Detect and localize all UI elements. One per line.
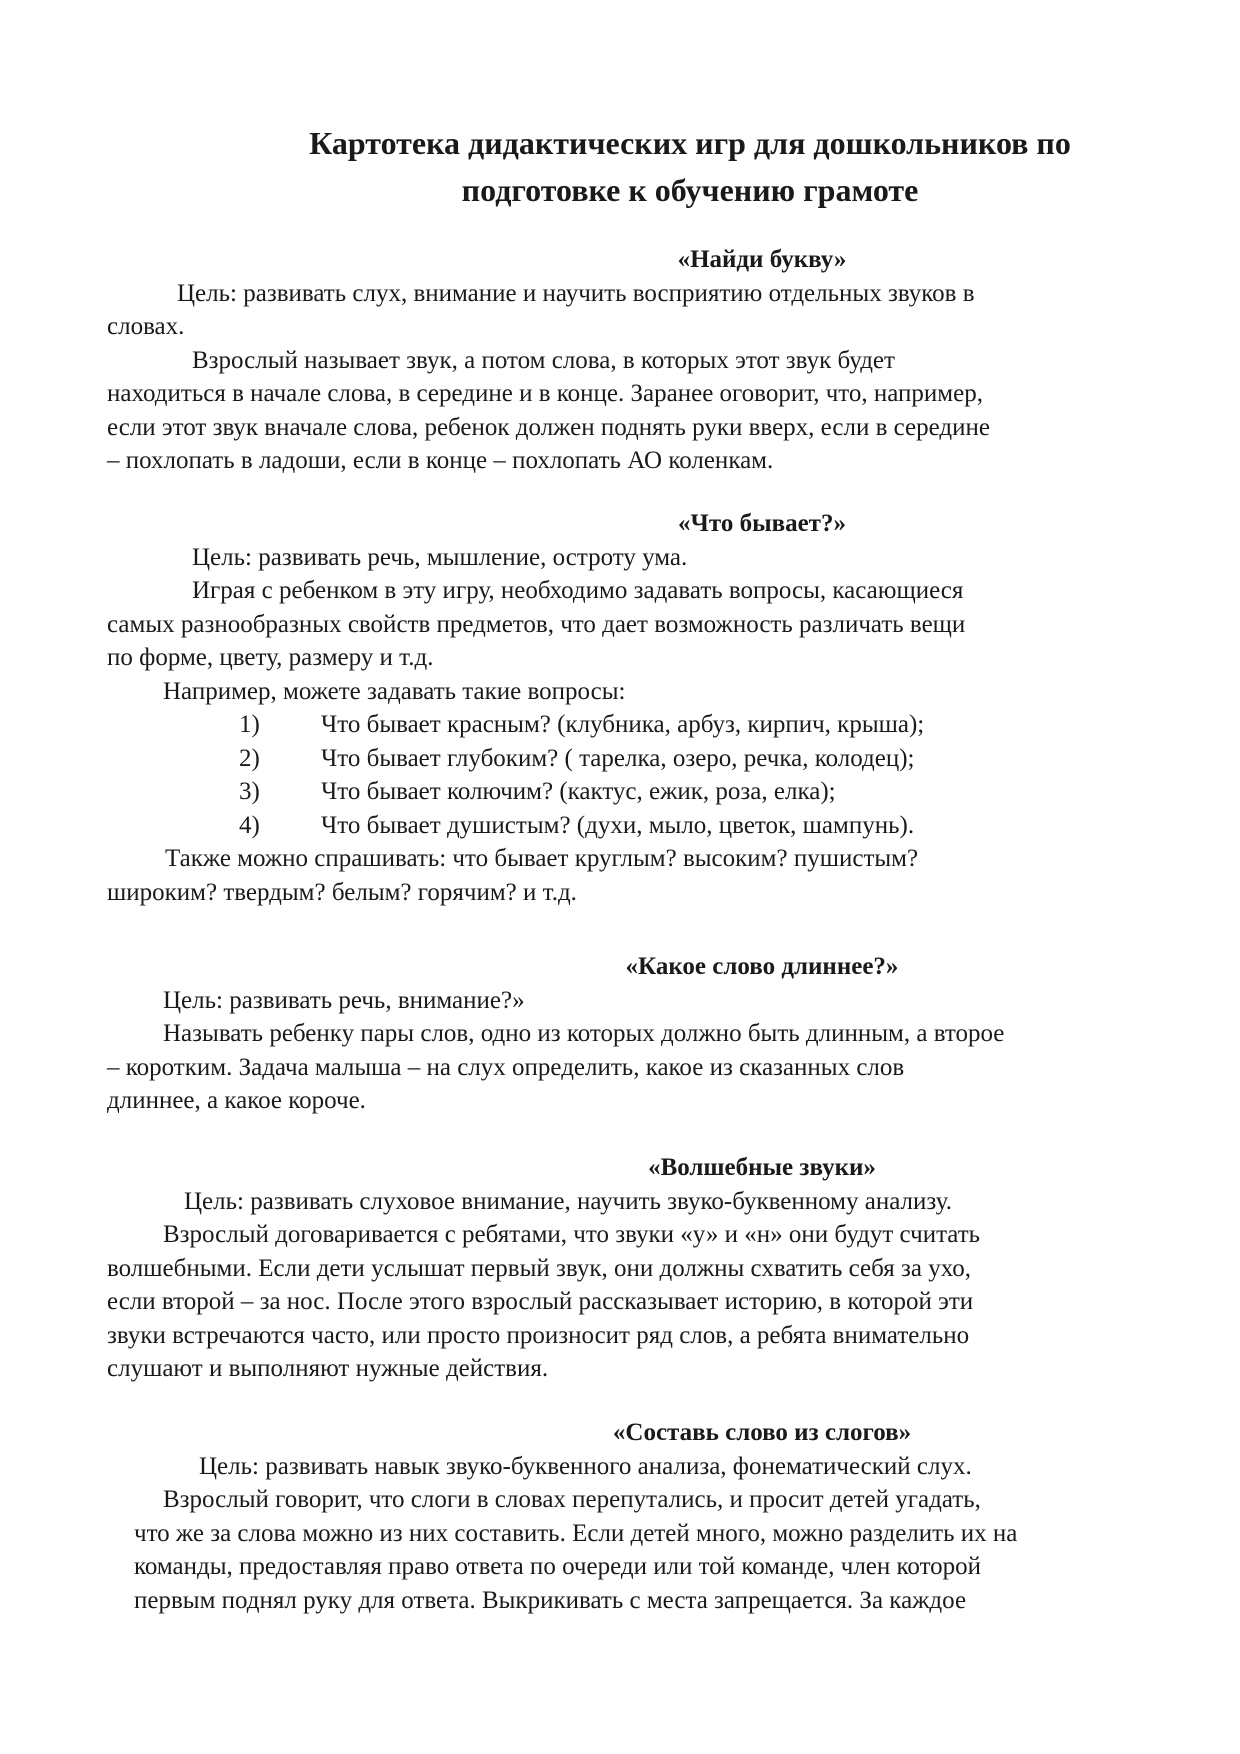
list-text: Что бывает глубоким? ( тарелка, озеро, речка, колодец); (321, 744, 915, 772)
game-heading: «Волшебные звуки» (648, 1154, 876, 1181)
text-line: звуки встречаются часто, или просто произносит ряд слов, а ребята внимательно (107, 1321, 970, 1349)
text-line: длиннее, а какое короче. (107, 1087, 366, 1114)
game-what-happens (107, 507, 1162, 909)
list-item (107, 742, 1162, 776)
list-text: Что бывает колючим? (кактус, ежик, роза, елка); (321, 778, 836, 805)
list-text: Что бывает красным? (клубника, арбуз, кирпич, крыша); (321, 711, 925, 738)
title-line-2: подготовке к обучению грамоте (461, 172, 919, 208)
document-title (0, 120, 1240, 214)
text-line: находиться в начале слова, в середине и в конце. Заранее оговорит, что, например, (107, 380, 983, 407)
game-make-word (107, 1416, 1162, 1617)
game-heading: «Что бывает?» (678, 510, 846, 537)
text-line: волшебными. Если дети услышат первый звук, они должны схватить себя за ухо, (107, 1254, 971, 1282)
text-line: что же за слова можно из них составить. Если детей много, можно разделить их на (134, 1519, 1018, 1547)
goal-line: Цель: развивать речь, внимание?» (163, 986, 525, 1014)
list-text: Что бывает душистым? (духи, мыло, цветок, шампунь). (321, 811, 915, 839)
list-number: 2) (239, 744, 260, 772)
list-item (107, 708, 1162, 742)
question-list (107, 708, 1162, 842)
text-line: Взрослый договаривается с ребятами, что звуки «у» и «н» они будут считать (163, 1221, 981, 1248)
text-line: – коротким. Задача малыша – на слух определить, какое из сказанных слов (107, 1053, 905, 1081)
list-item (107, 775, 1162, 809)
goal-line: Цель: развивать слух, внимание и научить восприятию отдельных звуков в (177, 279, 975, 307)
goal-line: Цель: развивать слуховое внимание, научить звуко-буквенному анализу. (184, 1187, 952, 1215)
goal-line: Цель: развивать речь, мышление, остроту ума. (192, 543, 688, 571)
text-line: Называть ребенку пары слов, одно из которых должно быть длинным, а второе (163, 1020, 1005, 1047)
game-find-letter (107, 243, 1162, 478)
text-line: Например, можете задавать такие вопросы: (163, 677, 626, 705)
text-line: команды, предоставляя право ответа по очереди или той команде, член которой (134, 1553, 982, 1580)
list-number: 1) (239, 711, 260, 738)
game-longer-word (107, 950, 1162, 1118)
game-magic-sounds (107, 1151, 1162, 1386)
list-number: 3) (239, 778, 260, 805)
text-line: по форме, цвету, размеру и т.д. (107, 644, 434, 671)
text-line: если этот звук вначале слова, ребенок должен поднять руки вверх, если в середине (107, 413, 990, 441)
text-line: Взрослый говорит, что слоги в словах перепутались, и просит детей угадать, (163, 1486, 981, 1513)
title-line-1: Картотека дидактических игр для дошкольников по (309, 125, 1071, 161)
text-line: широким? твердым? белым? горячим? и т.д. (107, 878, 577, 906)
text-line: Играя с ребенком в эту игру, необходимо задавать вопросы, касающиеся (192, 577, 964, 604)
text-line: самых разнообразных свойств предметов, что дает возможность различать вещи (107, 610, 966, 638)
goal-line: Цель: развивать навык звуко-буквенного анализа, фонематический слух. (199, 1452, 972, 1480)
text-line: слушают и выполняют нужные действия. (107, 1355, 549, 1382)
game-heading: «Найди букву» (677, 246, 847, 273)
text-line: первым поднял руку для ответа. Выкрикивать с места запрещается. За каждое (134, 1586, 967, 1614)
text-line: Взрослый называет звук, а потом слова, в которых этот звук будет (192, 346, 895, 374)
game-heading: «Какое слово длиннее?» (625, 953, 899, 980)
text-line: словах. (107, 313, 185, 340)
text-line: – похлопать в ладоши, если в конце – похлопать АО коленкам. (107, 447, 774, 474)
list-item (107, 809, 1162, 843)
text-line: если второй – за нос. После этого взрослый рассказывает историю, в которой эти (107, 1288, 974, 1315)
text-line: Также можно спрашивать: что бывает круглым? высоким? пушистым? (165, 845, 919, 872)
game-heading: «Составь слово из слогов» (612, 1419, 912, 1446)
list-number: 4) (239, 811, 260, 839)
